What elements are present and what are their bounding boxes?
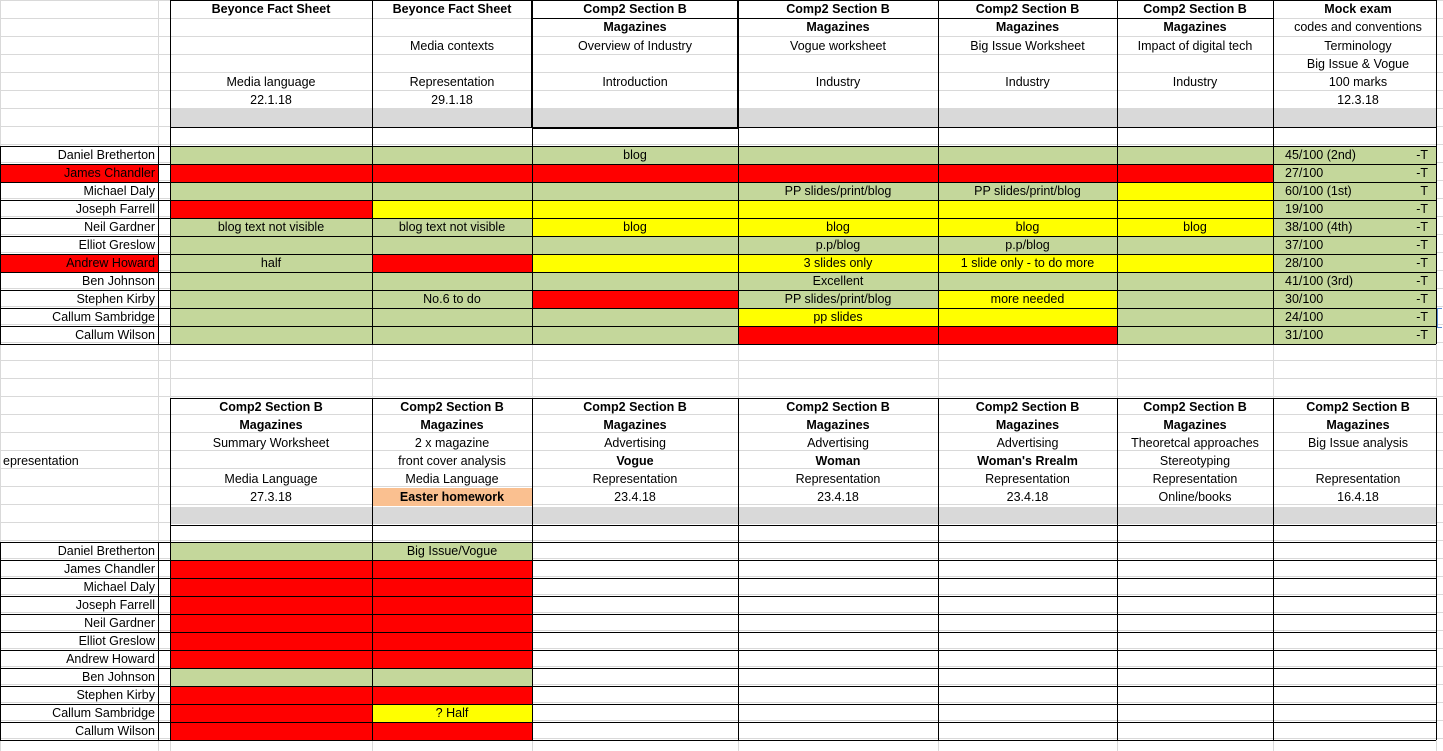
progress-cell[interactable] bbox=[532, 164, 738, 182]
border-v bbox=[170, 0, 171, 146]
header-band bbox=[170, 109, 1436, 126]
progress-cell[interactable]: blog bbox=[532, 146, 738, 164]
border-v bbox=[158, 542, 159, 740]
progress-cell[interactable]: more needed bbox=[938, 290, 1117, 308]
progress-cell[interactable] bbox=[1117, 236, 1273, 254]
column-header-title[interactable]: Comp2 Section B bbox=[583, 2, 687, 16]
mock-flag[interactable]: -T bbox=[1416, 328, 1428, 342]
border-v bbox=[372, 146, 373, 344]
progress-cell[interactable] bbox=[372, 326, 532, 344]
progress-cell[interactable] bbox=[738, 146, 938, 164]
column-header-line[interactable]: Magazines bbox=[995, 20, 1060, 34]
border-h bbox=[0, 686, 1436, 687]
gridline-h bbox=[0, 360, 1443, 361]
progress-cell[interactable] bbox=[1117, 272, 1273, 290]
mock-flag[interactable]: T bbox=[1420, 184, 1428, 198]
column-header-title[interactable]: Comp2 Section B bbox=[1143, 2, 1247, 16]
column-header-line[interactable]: Representation bbox=[1315, 472, 1401, 486]
progress-cell[interactable]: blog text not visible bbox=[372, 218, 532, 236]
progress-cell[interactable] bbox=[738, 164, 938, 182]
column-header-title[interactable]: Comp2 Section B bbox=[1143, 400, 1247, 414]
mock-exam-title[interactable]: Mock exam bbox=[1324, 2, 1392, 16]
column-header-line[interactable]: Representation bbox=[592, 472, 678, 486]
border-v bbox=[738, 146, 739, 344]
column-header-line[interactable]: Magazines bbox=[1163, 20, 1227, 34]
gridline-h bbox=[0, 378, 1443, 379]
column-header-line[interactable]: Representation bbox=[1152, 472, 1238, 486]
progress-cell[interactable] bbox=[170, 560, 372, 578]
progress-cell[interactable] bbox=[170, 164, 372, 182]
student-name[interactable]: Neil Gardner bbox=[84, 220, 155, 234]
border-h bbox=[0, 614, 1436, 615]
gridline-h bbox=[0, 144, 1443, 145]
border-v bbox=[532, 398, 533, 542]
progress-cell[interactable] bbox=[372, 236, 532, 254]
mock-flag[interactable]: -T bbox=[1416, 292, 1428, 306]
progress-cell[interactable] bbox=[938, 272, 1117, 290]
border-h bbox=[0, 344, 1436, 345]
border-h bbox=[0, 218, 1436, 219]
column-header-line[interactable]: 23.4.18 bbox=[1006, 490, 1049, 504]
progress-cell[interactable] bbox=[170, 650, 372, 668]
progress-cell[interactable]: blog bbox=[1117, 218, 1273, 236]
progress-cell[interactable]: p.p/blog bbox=[938, 236, 1117, 254]
mock-score[interactable]: 28/100 bbox=[1273, 254, 1436, 272]
border-h bbox=[532, 18, 1273, 19]
border-v bbox=[1436, 542, 1437, 740]
border-v bbox=[1117, 398, 1118, 542]
progress-cell[interactable] bbox=[1117, 308, 1273, 326]
column-header-title[interactable]: Comp2 Section B bbox=[1306, 400, 1410, 414]
column-header-title[interactable]: Comp2 Section B bbox=[583, 400, 687, 414]
progress-cell[interactable]: blog bbox=[532, 218, 738, 236]
border-h bbox=[0, 560, 1436, 561]
progress-cell[interactable]: No.6 to do bbox=[372, 290, 532, 308]
column-header-line[interactable]: Industry bbox=[1172, 75, 1218, 89]
student-name[interactable]: Callum Wilson bbox=[75, 724, 155, 738]
border-v bbox=[170, 398, 171, 542]
mock-score[interactable]: 19/100 bbox=[1273, 200, 1436, 218]
progress-cell[interactable] bbox=[170, 596, 372, 614]
mock-flag[interactable]: -T bbox=[1416, 256, 1428, 270]
student-name[interactable]: Elliot Greslow bbox=[78, 238, 155, 252]
student-name[interactable]: Michael Daly bbox=[83, 184, 155, 198]
border-h bbox=[0, 308, 1436, 309]
mock-score[interactable]: 31/100 bbox=[1273, 326, 1436, 344]
student-name[interactable]: Ben Johnson bbox=[82, 670, 155, 684]
mock-score[interactable]: 60/100 (1st) bbox=[1273, 182, 1436, 200]
student-name[interactable]: Stephen Kirby bbox=[76, 292, 155, 306]
progress-cell[interactable] bbox=[938, 200, 1117, 218]
progress-cell[interactable] bbox=[170, 290, 372, 308]
progress-cell[interactable] bbox=[170, 236, 372, 254]
progress-cell[interactable] bbox=[170, 668, 372, 686]
progress-cell[interactable] bbox=[372, 254, 532, 272]
column-header-line[interactable]: Woman's Rrealm bbox=[977, 454, 1078, 468]
progress-cell[interactable]: 3 slides only bbox=[738, 254, 938, 272]
student-name[interactable]: Andrew Howard bbox=[66, 652, 155, 666]
column-header-line[interactable]: Magazines bbox=[806, 418, 870, 432]
border-v bbox=[531, 0, 533, 128]
mock-exam-line[interactable]: Terminology bbox=[1324, 39, 1392, 53]
border-v bbox=[1273, 146, 1274, 344]
progress-cell[interactable] bbox=[170, 704, 372, 722]
column-header-line[interactable]: Magazines bbox=[420, 418, 484, 432]
progress-cell[interactable] bbox=[532, 236, 738, 254]
column-header-line[interactable]: Magazines bbox=[1163, 418, 1227, 432]
progress-cell[interactable] bbox=[1117, 254, 1273, 272]
progress-cell[interactable] bbox=[532, 182, 738, 200]
border-h bbox=[0, 254, 1436, 255]
border-h bbox=[0, 236, 1436, 237]
border-h bbox=[0, 740, 1436, 741]
column-header-line[interactable]: Magazines bbox=[603, 20, 667, 34]
student-name[interactable]: Stephen Kirby bbox=[76, 688, 155, 702]
border-v bbox=[532, 146, 533, 344]
mock-exam-line[interactable]: Big Issue & Vogue bbox=[1306, 57, 1410, 71]
column-header-line[interactable]: Media Language bbox=[224, 472, 318, 486]
progress-cell[interactable] bbox=[938, 308, 1117, 326]
border-v bbox=[0, 146, 1, 344]
mock-flag[interactable]: -T bbox=[1416, 148, 1428, 162]
column-header-line[interactable]: Representation bbox=[795, 472, 881, 486]
progress-cell[interactable] bbox=[938, 164, 1117, 182]
progress-cell[interactable]: ? Half bbox=[372, 704, 532, 722]
border-v bbox=[372, 542, 373, 740]
progress-cell[interactable] bbox=[372, 668, 532, 686]
border-v bbox=[1273, 542, 1274, 740]
progress-cell[interactable] bbox=[170, 542, 372, 560]
mock-score[interactable]: 38/100 (4th) bbox=[1273, 218, 1436, 236]
progress-cell[interactable] bbox=[532, 272, 738, 290]
border-v bbox=[1273, 398, 1274, 542]
column-header-line[interactable]: Media language bbox=[226, 75, 316, 89]
mock-score[interactable]: 37/100 bbox=[1273, 236, 1436, 254]
border-h bbox=[0, 200, 1436, 201]
column-header-title[interactable]: Beyonce Fact Sheet bbox=[211, 2, 331, 16]
progress-cell[interactable] bbox=[372, 200, 532, 218]
student-name[interactable]: James Chandler bbox=[63, 562, 155, 576]
gridline-h bbox=[0, 396, 1443, 397]
mock-score[interactable]: 45/100 (2nd) bbox=[1273, 146, 1436, 164]
border-v bbox=[1436, 0, 1437, 146]
mock-score[interactable]: 30/100 bbox=[1273, 290, 1436, 308]
progress-cell[interactable] bbox=[170, 308, 372, 326]
progress-cell[interactable]: PP slides/print/blog bbox=[738, 290, 938, 308]
border-v bbox=[738, 398, 739, 542]
progress-cell[interactable] bbox=[532, 326, 738, 344]
column-header-line[interactable]: 22.1.18 bbox=[250, 93, 292, 107]
student-name[interactable]: Callum Wilson bbox=[75, 328, 155, 342]
progress-cell[interactable] bbox=[372, 722, 532, 740]
progress-cell[interactable] bbox=[938, 326, 1117, 344]
mock-flag[interactable]: -T bbox=[1416, 238, 1428, 252]
mock-score[interactable]: 27/100 bbox=[1273, 164, 1436, 182]
column-header-line[interactable]: Magazines bbox=[995, 418, 1060, 432]
border-h bbox=[0, 668, 1436, 669]
student-name[interactable]: Daniel Bretherton bbox=[57, 544, 155, 558]
mock-flag[interactable]: -T bbox=[1416, 310, 1428, 324]
column-header-line[interactable]: Overview of Industry bbox=[578, 39, 692, 53]
column-header-line[interactable]: Magazines bbox=[1326, 418, 1390, 432]
mock-flag[interactable]: -T bbox=[1416, 166, 1428, 180]
student-name[interactable]: Joseph Farrell bbox=[75, 202, 155, 216]
progress-cell[interactable] bbox=[170, 272, 372, 290]
column-header-line[interactable]: Media Language bbox=[405, 472, 499, 486]
progress-cell[interactable] bbox=[738, 326, 938, 344]
border-h bbox=[532, 127, 738, 129]
progress-cell[interactable] bbox=[532, 254, 738, 272]
student-name[interactable]: Joseph Farrell bbox=[75, 598, 155, 612]
border-v bbox=[938, 146, 939, 344]
border-v bbox=[0, 542, 1, 740]
column-header-line[interactable]: 16.4.18 bbox=[1337, 490, 1379, 504]
progress-cell[interactable] bbox=[170, 146, 372, 164]
border-h bbox=[0, 542, 1436, 543]
border-v bbox=[938, 0, 939, 146]
border-h bbox=[0, 596, 1436, 597]
progress-cell[interactable] bbox=[170, 200, 372, 218]
progress-cell[interactable]: blog text not visible bbox=[170, 218, 372, 236]
border-v bbox=[372, 398, 373, 542]
progress-cell[interactable]: blog bbox=[938, 218, 1117, 236]
border-h bbox=[170, 127, 1436, 128]
border-v bbox=[372, 0, 373, 146]
column-header-line[interactable]: Magazines bbox=[806, 20, 870, 34]
column-header-line[interactable]: Advertising bbox=[604, 436, 666, 450]
column-header-line[interactable]: Advertising bbox=[807, 436, 869, 450]
section-side-label: epresentation bbox=[3, 454, 79, 468]
student-name[interactable]: Neil Gardner bbox=[84, 616, 155, 630]
column-header-line[interactable]: Vogue bbox=[616, 454, 654, 468]
column-header-line[interactable]: Industry bbox=[1005, 75, 1050, 89]
progress-cell[interactable] bbox=[372, 560, 532, 578]
header-band bbox=[170, 507, 1436, 524]
column-header-title[interactable]: Beyonce Fact Sheet bbox=[392, 2, 512, 16]
column-header-line[interactable]: Media contexts bbox=[409, 39, 495, 53]
progress-cell[interactable] bbox=[170, 632, 372, 650]
progress-cell[interactable] bbox=[170, 722, 372, 740]
border-h bbox=[0, 632, 1436, 633]
column-header-line[interactable]: 29.1.18 bbox=[431, 93, 473, 107]
progress-cell[interactable]: Big Issue/Vogue bbox=[372, 542, 532, 560]
border-h bbox=[0, 326, 1436, 327]
progress-cell[interactable] bbox=[372, 578, 532, 596]
mock-score[interactable]: 24/100 bbox=[1273, 308, 1436, 326]
progress-cell[interactable] bbox=[372, 272, 532, 290]
border-v bbox=[532, 542, 533, 740]
mock-flag[interactable]: -T bbox=[1416, 274, 1428, 288]
progress-cell[interactable] bbox=[372, 308, 532, 326]
column-header-title[interactable]: Comp2 Section B bbox=[786, 400, 890, 414]
mock-flag[interactable]: -T bbox=[1416, 202, 1428, 216]
border-v bbox=[1117, 146, 1118, 344]
student-name[interactable]: Callum Sambridge bbox=[52, 706, 155, 720]
column-header-title[interactable]: Comp2 Section B bbox=[786, 2, 890, 16]
column-header-line[interactable]: 27.3.18 bbox=[250, 490, 292, 504]
column-header-line[interactable]: Introduction bbox=[602, 75, 668, 89]
student-name[interactable]: Elliot Greslow bbox=[78, 634, 155, 648]
progress-cell[interactable]: pp slides bbox=[738, 308, 938, 326]
border-h bbox=[170, 525, 1436, 526]
progress-cell[interactable] bbox=[372, 146, 532, 164]
gridline-h bbox=[0, 540, 1443, 541]
border-v bbox=[938, 398, 939, 542]
border-v bbox=[1273, 0, 1274, 146]
column-header-line[interactable]: Theoretcal approaches bbox=[1131, 436, 1259, 450]
column-header-line[interactable]: Industry bbox=[815, 75, 861, 89]
progress-cell[interactable] bbox=[170, 182, 372, 200]
progress-cell[interactable] bbox=[170, 614, 372, 632]
column-header-line[interactable]: front cover analysis bbox=[398, 454, 506, 468]
column-header-line[interactable]: Online/books bbox=[1158, 490, 1232, 504]
column-header-line[interactable]: Big Issue Worksheet bbox=[970, 39, 1085, 53]
progress-cell[interactable] bbox=[738, 200, 938, 218]
progress-cell[interactable] bbox=[372, 650, 532, 668]
border-h bbox=[0, 578, 1436, 579]
border-v bbox=[170, 542, 171, 740]
student-name[interactable]: Daniel Bretherton bbox=[57, 148, 155, 162]
column-header-line[interactable]: Advertising bbox=[996, 436, 1059, 450]
border-h bbox=[0, 704, 1436, 705]
column-header-title[interactable]: Comp2 Section B bbox=[975, 400, 1080, 414]
column-header-title[interactable]: Comp2 Section B bbox=[400, 400, 504, 414]
border-h bbox=[0, 146, 1436, 147]
column-header-line[interactable]: Vogue worksheet bbox=[790, 39, 886, 53]
column-header-line[interactable]: 2 x magazine bbox=[414, 436, 490, 450]
cell-selection[interactable] bbox=[1437, 308, 1442, 328]
column-header-title[interactable]: Comp2 Section B bbox=[219, 400, 323, 414]
border-h bbox=[0, 290, 1436, 291]
column-header-line[interactable]: Representation bbox=[985, 472, 1070, 486]
border-h bbox=[0, 272, 1436, 273]
column-header-line[interactable]: 23.4.18 bbox=[614, 490, 656, 504]
progress-cell[interactable] bbox=[372, 686, 532, 704]
progress-cell[interactable] bbox=[372, 614, 532, 632]
progress-cell[interactable] bbox=[532, 200, 738, 218]
progress-cell[interactable] bbox=[1117, 326, 1273, 344]
progress-cell[interactable] bbox=[170, 326, 372, 344]
progress-cell[interactable] bbox=[372, 164, 532, 182]
progress-cell[interactable] bbox=[372, 596, 532, 614]
column-header-line[interactable]: Easter homework bbox=[372, 488, 532, 506]
progress-cell[interactable] bbox=[532, 308, 738, 326]
column-header-title[interactable]: Comp2 Section B bbox=[975, 2, 1080, 16]
column-header-line[interactable]: Woman bbox=[815, 454, 861, 468]
student-name[interactable]: Ben Johnson bbox=[82, 274, 155, 288]
progress-cell[interactable]: half bbox=[170, 254, 372, 272]
progress-cell[interactable] bbox=[170, 686, 372, 704]
column-header-line[interactable]: Impact of digital tech bbox=[1137, 39, 1253, 53]
column-header-line[interactable]: Representation bbox=[409, 75, 495, 89]
border-h bbox=[170, 398, 1436, 399]
progress-cell[interactable]: 1 slide only - to do more bbox=[938, 254, 1117, 272]
progress-cell[interactable] bbox=[1117, 164, 1273, 182]
column-header-line[interactable]: Summary Worksheet bbox=[212, 436, 330, 450]
progress-cell[interactable] bbox=[372, 182, 532, 200]
progress-cell[interactable]: PP slides/print/blog bbox=[738, 182, 938, 200]
border-v bbox=[1436, 398, 1437, 542]
border-v bbox=[738, 542, 739, 740]
border-v bbox=[938, 542, 939, 740]
progress-cell[interactable] bbox=[1117, 146, 1273, 164]
progress-cell[interactable] bbox=[372, 632, 532, 650]
border-v bbox=[170, 146, 171, 344]
progress-cell[interactable] bbox=[1117, 182, 1273, 200]
student-name[interactable]: James Chandler bbox=[0, 164, 158, 182]
border-v bbox=[737, 0, 739, 128]
border-h bbox=[0, 722, 1436, 723]
student-name[interactable]: Michael Daly bbox=[83, 580, 155, 594]
progress-cell[interactable]: blog bbox=[738, 218, 938, 236]
column-header-line[interactable]: Magazines bbox=[603, 418, 667, 432]
progress-cell[interactable] bbox=[1117, 200, 1273, 218]
column-header-line[interactable]: 23.4.18 bbox=[817, 490, 859, 504]
border-v bbox=[1117, 542, 1118, 740]
border-h bbox=[0, 164, 1436, 165]
border-h bbox=[0, 650, 1436, 651]
progress-cell[interactable] bbox=[938, 146, 1117, 164]
mock-flag[interactable]: -T bbox=[1416, 220, 1428, 234]
column-header-line[interactable]: Stereotyping bbox=[1159, 454, 1231, 468]
mock-exam-line[interactable]: 12.3.18 bbox=[1337, 93, 1379, 107]
progress-cell[interactable]: PP slides/print/blog bbox=[938, 182, 1117, 200]
progress-cell[interactable] bbox=[532, 290, 738, 308]
student-name[interactable]: Andrew Howard bbox=[0, 254, 158, 272]
progress-cell[interactable] bbox=[170, 578, 372, 596]
mock-exam-line[interactable]: codes and conventions bbox=[1294, 20, 1422, 34]
progress-cell[interactable]: Excellent bbox=[738, 272, 938, 290]
mock-exam-line[interactable]: 100 marks bbox=[1328, 75, 1388, 89]
border-h bbox=[0, 182, 1436, 183]
column-header-line[interactable]: Big Issue analysis bbox=[1307, 436, 1409, 450]
progress-cell[interactable]: p.p/blog bbox=[738, 236, 938, 254]
column-header-line[interactable]: Magazines bbox=[239, 418, 303, 432]
border-v bbox=[158, 146, 159, 344]
border-h bbox=[170, 0, 1436, 1]
progress-cell[interactable] bbox=[1117, 290, 1273, 308]
mock-score[interactable]: 41/100 (3rd) bbox=[1273, 272, 1436, 290]
student-name[interactable]: Callum Sambridge bbox=[52, 310, 155, 324]
border-v bbox=[1117, 0, 1118, 146]
